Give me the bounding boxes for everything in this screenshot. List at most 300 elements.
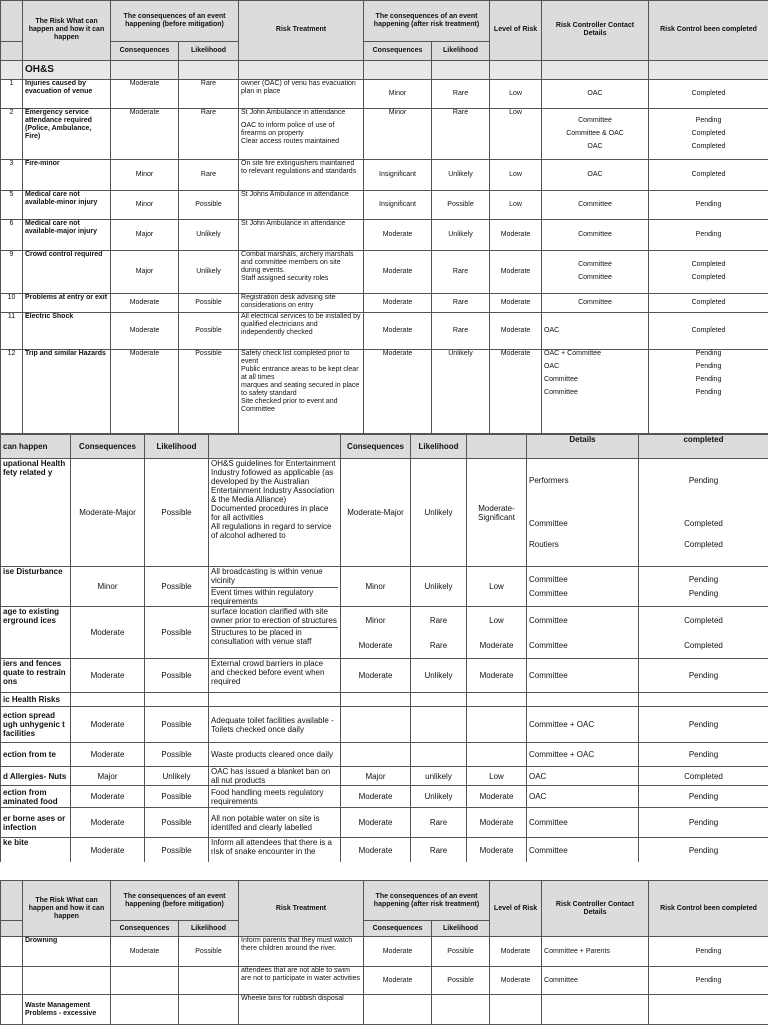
contact-line: Committee <box>529 589 636 598</box>
after-likelihood: Unlikely <box>411 459 467 567</box>
consequence: Moderate <box>71 607 145 659</box>
risk-table-water <box>0 880 768 1025</box>
likelihood: Unlikely <box>145 767 209 786</box>
risk-level: Moderate <box>467 786 527 808</box>
after-likelihood <box>411 743 467 767</box>
likelihood: Unlikely <box>179 250 239 293</box>
risk-name: d Allergies- Nuts <box>1 767 71 786</box>
risk-level: Moderate <box>490 294 542 313</box>
consequence: Moderate <box>111 294 179 313</box>
header-before: The consequences of an event happening (before mitigation) <box>111 881 239 921</box>
after-consequence: Minor <box>364 80 432 109</box>
consequence: Moderate <box>71 808 145 838</box>
consequence: Moderate <box>71 707 145 743</box>
contact <box>542 250 649 293</box>
row-number: 2 <box>1 108 23 159</box>
contact <box>542 349 649 433</box>
after-likelihood: Rare <box>411 808 467 838</box>
treatment: Adequate toilet facilities available - Toilets checked once daily <box>209 707 341 743</box>
header-consequences: Consequences <box>71 435 145 459</box>
table-row <box>1 567 768 607</box>
header-blank <box>1 921 23 937</box>
contact <box>542 995 649 1025</box>
status <box>649 995 768 1025</box>
treatment-line: Safety check list completed prior to event <box>241 350 361 366</box>
consequence: Moderate <box>71 786 145 808</box>
contact-line: OAC <box>544 363 646 371</box>
consequence <box>111 995 179 1025</box>
table-row <box>1 80 768 109</box>
status <box>649 349 768 433</box>
after-likelihood: Unlikely <box>411 567 467 607</box>
after-consequence: Major <box>341 767 411 786</box>
header-blank <box>1 881 23 921</box>
header-before: The consequences of an event happening (before mitigation) <box>111 1 239 42</box>
row-number: 5 <box>1 191 23 220</box>
treatment: attendees that are not able to swim are not to participate in water activities <box>239 967 364 995</box>
status-line: Completed <box>651 274 766 282</box>
contact: Committee <box>527 838 639 864</box>
table-row <box>1 786 768 808</box>
contact: Committee + Parents <box>542 937 649 967</box>
risk-level-line: Low <box>469 616 524 625</box>
contact <box>542 108 649 159</box>
contact: Committee <box>542 191 649 220</box>
status: Pending <box>649 220 768 251</box>
row-number: 1 <box>1 80 23 109</box>
table-row <box>1 160 768 191</box>
header-treatment: Risk Treatment <box>239 881 364 937</box>
contact: OAC <box>527 786 639 808</box>
status-line: Completed <box>651 130 766 138</box>
risk-level: Low <box>490 160 542 191</box>
treatment-line: All regulations in regard to service of alcohol adhered to <box>211 522 338 540</box>
table-row <box>1 995 768 1025</box>
likelihood: Rare <box>179 108 239 159</box>
row-number: 3 <box>1 160 23 191</box>
status: Pending <box>649 967 768 995</box>
treatment: All electrical services to be installed by qualified electricians and independently checked <box>239 312 364 349</box>
treatment: Waste products cleared once daily <box>209 743 341 767</box>
risk-level: Moderate <box>467 808 527 838</box>
after-consequence: Moderate-Major <box>341 459 411 567</box>
after-consequence: Moderate <box>364 937 432 967</box>
consequence <box>111 967 179 995</box>
likelihood: Possible <box>145 607 209 659</box>
treatment: Registration desk advising site considerations on entry <box>239 294 364 313</box>
table-row <box>1 220 768 251</box>
consequence: Moderate <box>71 838 145 864</box>
row-number: 9 <box>1 250 23 293</box>
header-contact: Risk Controller Contact Details <box>542 881 649 937</box>
treatment: Inform all attendees that there is a risk of snake encounter in the <box>209 838 341 864</box>
contact: Committee <box>542 294 649 313</box>
after-likelihood: Unlikely <box>432 349 490 433</box>
contact-line: Committee <box>544 376 646 384</box>
risk-name: age to existing erground ices <box>1 607 71 659</box>
header-treatment <box>209 435 341 459</box>
contact-line: OAC <box>544 143 646 151</box>
consequence: Moderate-Major <box>71 459 145 567</box>
consequence: Minor <box>111 191 179 220</box>
status: Pending <box>639 659 768 693</box>
risk-level <box>490 995 542 1025</box>
table-row <box>1 294 768 313</box>
consequence: Major <box>71 767 145 786</box>
after-likelihood: Rare <box>411 838 467 864</box>
risk-name: ection from aminated food <box>1 786 71 808</box>
status-line: Completed <box>641 519 766 528</box>
header-after: The consequences of an event happening (after risk treatment) <box>364 881 490 921</box>
status <box>639 567 768 607</box>
treatment: Wheelie bins for rubbish disposal <box>239 995 364 1025</box>
status: Completed <box>649 294 768 313</box>
status <box>639 459 768 567</box>
treatment: owner (OAC) of venu has evacuation plan in place <box>239 80 364 109</box>
status: Pending <box>639 786 768 808</box>
section-title: ic Health Risks <box>1 693 71 707</box>
contact-line: Committee <box>544 117 646 125</box>
risk-name: ke bite <box>1 838 71 864</box>
after-consequence: Moderate <box>364 312 432 349</box>
likelihood: Possible <box>179 349 239 433</box>
after-consequence: Insignificant <box>364 160 432 191</box>
treatment-line: Event times within regulatory requirements <box>211 587 338 606</box>
status-line: Pending <box>651 389 766 397</box>
after-consequence: Moderate <box>341 838 411 864</box>
row-number: 12 <box>1 349 23 433</box>
consequence: Moderate <box>111 937 179 967</box>
after-consequence: Minor <box>364 108 432 159</box>
after-likelihood <box>411 607 467 659</box>
contact: OAC <box>542 80 649 109</box>
risk-name: ection from te <box>1 743 71 767</box>
after-consequence: Moderate <box>364 220 432 251</box>
likelihood: Possible <box>145 808 209 838</box>
risk-name: Drowning <box>23 937 111 967</box>
status-line: Pending <box>641 589 766 598</box>
header-likelihood: Likelihood <box>432 42 490 61</box>
after-consequence: Moderate <box>341 786 411 808</box>
consequence: Moderate <box>71 743 145 767</box>
header-contact: Risk Controller Contact Details <box>542 1 649 61</box>
contact-line: Committee <box>529 575 636 584</box>
header-completed: Risk Control been completed <box>649 881 768 937</box>
table-row <box>1 312 768 349</box>
header-risk: The Risk What can happen and how it can happen <box>23 881 111 937</box>
likelihood: Possible <box>145 786 209 808</box>
after-consequence: Moderate <box>364 967 432 995</box>
header-risk: The Risk What can happen and how it can happen <box>23 1 111 61</box>
status-line: Pending <box>641 476 766 485</box>
table-row <box>1 108 768 159</box>
treatment-line: Site checked prior to event and Committee <box>241 398 361 414</box>
status-line: Pending <box>651 363 766 371</box>
status: Completed <box>649 312 768 349</box>
risk-name: Electric Shock <box>23 312 111 349</box>
likelihood: Possible <box>145 707 209 743</box>
after-likelihood: Possible <box>432 191 490 220</box>
contact: Committee <box>527 659 639 693</box>
likelihood: Possible <box>179 191 239 220</box>
risk-level: Low <box>467 567 527 607</box>
contact-line: OAC + Committee <box>544 350 646 358</box>
contact: OAC <box>542 160 649 191</box>
after-likelihood: Possible <box>432 967 490 995</box>
consequence: Moderate <box>111 108 179 159</box>
contact-line: Committee & OAC <box>544 130 646 138</box>
treatment <box>239 250 364 293</box>
risk-level: Moderate <box>490 967 542 995</box>
status: Pending <box>639 707 768 743</box>
status: Pending <box>639 808 768 838</box>
after-consequence: Moderate <box>341 808 411 838</box>
contact <box>527 567 639 607</box>
header-blank <box>1 42 23 61</box>
after-consequence: Moderate <box>364 250 432 293</box>
after-likelihood: Unlikely <box>432 220 490 251</box>
risk-level: Moderate <box>490 937 542 967</box>
likelihood: Possible <box>145 659 209 693</box>
risk-name: Waste Management Problems - excessive <box>23 995 111 1025</box>
treatment: St John Ambulance in attendance <box>239 220 364 251</box>
header-consequences: Consequences <box>111 921 179 937</box>
after-likelihood: Unlikely <box>411 659 467 693</box>
after-likelihood: Rare <box>432 80 490 109</box>
header-completed: completed <box>639 435 768 459</box>
treatment-line: Staff assigned security roles <box>241 275 361 283</box>
treatment-line: OH&S guidelines for Entertainment Industry followed as applicable (as developed by the Australian Entertainment Industry Association & the Media Alliance) <box>211 459 338 504</box>
risk-name: Crowd control required <box>23 250 111 293</box>
after-consequence: Moderate <box>341 659 411 693</box>
page-gap <box>0 862 768 880</box>
treatment: On site fire extinguishers maintained to relevant regulations and standards <box>239 160 364 191</box>
after-likelihood <box>432 995 490 1025</box>
treatment-line: Public entrance areas to be kept clear at all times <box>241 366 361 382</box>
consequence: Minor <box>71 567 145 607</box>
treatment-line: OAC to inform police of use of firearms on property <box>241 122 361 138</box>
risk-name: Injuries caused by evacuation of venue <box>23 80 111 109</box>
status-line: Completed <box>651 261 766 269</box>
contact-line: Committee <box>544 274 646 282</box>
risk-level: Moderate <box>467 659 527 693</box>
likelihood: Possible <box>145 838 209 864</box>
risk-name: iers and fences quate to restrain ons <box>1 659 71 693</box>
treatment-line: Clear access routes maintained <box>241 138 361 146</box>
header-consequences: Consequences <box>364 921 432 937</box>
risk-level <box>467 607 527 659</box>
status <box>639 607 768 659</box>
after-likelihood: Unlikely <box>411 786 467 808</box>
status <box>649 108 768 159</box>
likelihood: Possible <box>179 937 239 967</box>
after-consequence-line: Minor <box>343 616 408 625</box>
row-number: 11 <box>1 312 23 349</box>
risk-level <box>467 707 527 743</box>
header-risk: can happen <box>1 435 71 459</box>
risk-name: Medical care not available-minor injury <box>23 191 111 220</box>
contact: Committee + OAC <box>527 707 639 743</box>
contact <box>527 607 639 659</box>
consequence: Moderate <box>111 312 179 349</box>
after-consequence <box>341 607 411 659</box>
risk-table-health <box>0 434 768 864</box>
treatment <box>209 567 341 607</box>
risk-name <box>23 967 111 995</box>
likelihood: Unlikely <box>179 220 239 251</box>
consequence: Major <box>111 220 179 251</box>
status-line: Completed <box>641 616 766 625</box>
status <box>649 250 768 293</box>
risk-level: Moderate <box>490 312 542 349</box>
table-row <box>1 767 768 786</box>
status-line: Completed <box>651 143 766 151</box>
likelihood: Rare <box>179 160 239 191</box>
contact-line: Performers <box>529 476 636 485</box>
row-number: 10 <box>1 294 23 313</box>
treatment: OAC has issued a blanket ban on all nut products <box>209 767 341 786</box>
status: Completed <box>649 160 768 191</box>
header-completed: Risk Control been completed <box>649 1 768 61</box>
treatment: St Johns Ambulance in attendance <box>239 191 364 220</box>
treatment-line: St John Ambulance in attendance <box>241 109 361 117</box>
treatment: External crowd barriers in place and checked before event when required <box>209 659 341 693</box>
header-consequences: Consequences <box>364 42 432 61</box>
risk-level: Moderate <box>490 349 542 433</box>
table-row <box>1 459 768 567</box>
contact: Committee <box>542 220 649 251</box>
after-likelihood: Rare <box>432 108 490 159</box>
after-consequence: Moderate <box>364 294 432 313</box>
after-consequence <box>341 743 411 767</box>
likelihood <box>179 967 239 995</box>
header-likelihood: Likelihood <box>145 435 209 459</box>
risk-level: Moderate-Significant <box>467 459 527 567</box>
risk-name: Trip and similar Hazards <box>23 349 111 433</box>
contact-line: Committee <box>529 616 636 625</box>
header-consequences: Consequences <box>111 42 179 61</box>
after-likelihood: Rare <box>432 312 490 349</box>
likelihood: Possible <box>145 567 209 607</box>
status-line: Pending <box>641 575 766 584</box>
table-row <box>1 838 768 864</box>
table-row <box>1 707 768 743</box>
table-row <box>1 250 768 293</box>
risk-level: Moderate <box>467 838 527 864</box>
treatment-line: surface location clarified with site owner prior to erection of structures <box>211 607 338 625</box>
treatment: Inform parents that they must watch there children around the river. <box>239 937 364 967</box>
risk-level: Low <box>490 108 542 159</box>
contact: OAC <box>542 312 649 349</box>
risk-name: Emergency service attendance required (Police, Ambulance, Fire) <box>23 108 111 159</box>
risk-level: Moderate <box>490 250 542 293</box>
contact: Committee <box>527 808 639 838</box>
status-line: Pending <box>651 350 766 358</box>
status: Pending <box>649 937 768 967</box>
treatment <box>209 459 341 567</box>
risk-level: Low <box>490 191 542 220</box>
contact-line: Committee <box>544 389 646 397</box>
treatment: All non potable water on site is identifed and clearly labelled <box>209 808 341 838</box>
after-consequence-line: Moderate <box>343 641 408 650</box>
risk-level <box>467 743 527 767</box>
contact-line: Committee <box>544 261 646 269</box>
status: Completed <box>639 767 768 786</box>
likelihood: Possible <box>145 743 209 767</box>
after-likelihood: unlikely <box>411 767 467 786</box>
header-level <box>467 435 527 459</box>
consequence: Moderate <box>71 659 145 693</box>
risk-name: Fire-minor <box>23 160 111 191</box>
status: Pending <box>649 191 768 220</box>
contact-line: Routiers <box>529 540 636 549</box>
likelihood: Possible <box>179 312 239 349</box>
after-likelihood-line: Rare <box>413 616 464 625</box>
contact-line: Committee <box>529 519 636 528</box>
risk-name: Medical care not available-major injury <box>23 220 111 251</box>
after-likelihood: Rare <box>432 250 490 293</box>
table-row <box>1 937 768 967</box>
likelihood: Possible <box>145 459 209 567</box>
treatment <box>239 349 364 433</box>
treatment <box>209 607 341 659</box>
header-likelihood: Likelihood <box>432 921 490 937</box>
after-consequence <box>364 995 432 1025</box>
treatment <box>239 108 364 159</box>
table-row <box>1 191 768 220</box>
treatment-line: marques and seating secured in place to safety standard <box>241 382 361 398</box>
after-consequence <box>341 707 411 743</box>
contact: OAC <box>527 767 639 786</box>
after-consequence: Minor <box>341 567 411 607</box>
table-row <box>1 808 768 838</box>
status-line: Completed <box>641 641 766 650</box>
header-level: Level of Risk <box>490 881 542 937</box>
status: Pending <box>639 838 768 864</box>
after-likelihood: Rare <box>432 294 490 313</box>
consequence: Moderate <box>111 349 179 433</box>
contact: Committee <box>542 967 649 995</box>
section-title: OH&S <box>23 60 111 80</box>
risk-name: ection spread ugh unhygenic t facilities <box>1 707 71 743</box>
table-row <box>1 607 768 659</box>
contact <box>527 459 639 567</box>
row-number: 6 <box>1 220 23 251</box>
status: Pending <box>639 743 768 767</box>
risk-table-ohs <box>0 0 768 434</box>
treatment-line: Combat marshals, archery marshals and committee members on site during events. <box>241 251 361 275</box>
likelihood: Possible <box>179 294 239 313</box>
after-likelihood <box>411 707 467 743</box>
risk-name: ise Disturbance <box>1 567 71 607</box>
treatment: Food handling meets regulatory requirements <box>209 786 341 808</box>
consequence: Moderate <box>111 80 179 109</box>
risk-level: Low <box>467 767 527 786</box>
status-line: Pending <box>651 376 766 384</box>
risk-name: upational Health fety related y <box>1 459 71 567</box>
table-row <box>1 659 768 693</box>
status: Completed <box>649 80 768 109</box>
after-consequence: Moderate <box>364 349 432 433</box>
likelihood: Rare <box>179 80 239 109</box>
treatment-line: Structures to be placed in consultation with venue staff <box>211 627 338 646</box>
table-row <box>1 743 768 767</box>
risk-level-line: Moderate <box>469 641 524 650</box>
consequence: Minor <box>111 160 179 191</box>
header-consequences: Consequences <box>341 435 411 459</box>
status-line: Completed <box>641 540 766 549</box>
consequence: Major <box>111 250 179 293</box>
